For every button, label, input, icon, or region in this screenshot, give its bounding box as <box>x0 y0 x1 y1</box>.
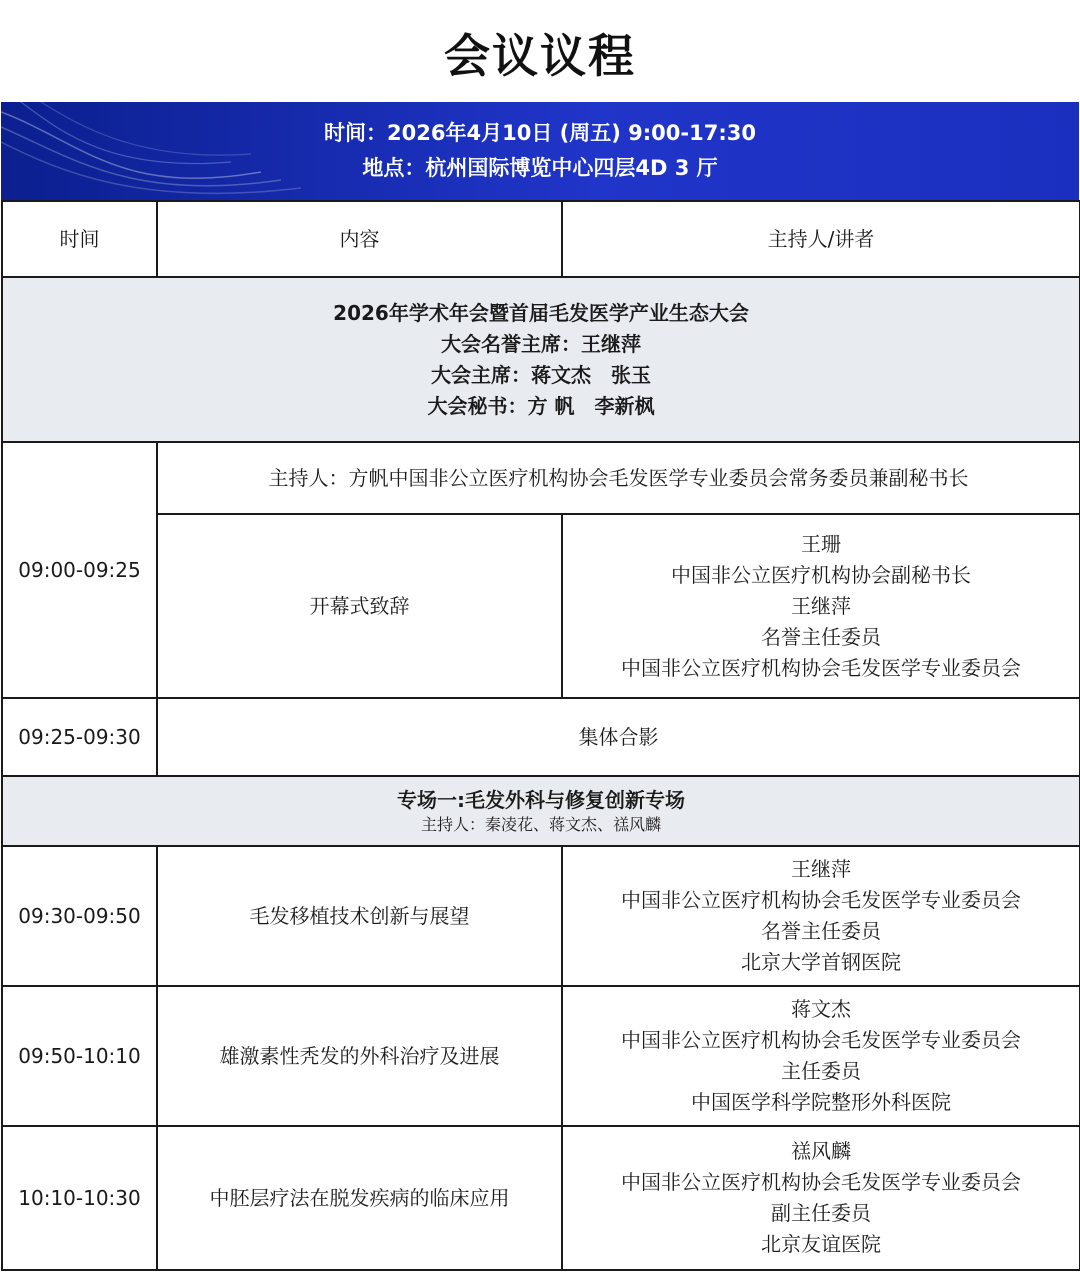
conference-chair: 大会主席：蒋文杰 张玉 <box>431 362 651 387</box>
conference-name: 2026年学术年会暨首届毛发医学产业生态大会 <box>333 300 749 325</box>
header-speaker: 主持人/讲者 <box>562 201 1080 277</box>
agenda-table <box>1 200 1080 1271</box>
table-row <box>2 442 1080 514</box>
speaker-line: 蒋文杰 <box>791 997 851 1021</box>
table-header-row <box>2 201 1080 277</box>
speaker-line: 中国非公立医疗机构协会毛发医学专业委员会 <box>621 655 1021 680</box>
header-time: 时间 <box>2 201 157 277</box>
speaker-line: 中国非公立医疗机构协会毛发医学专业委员会 <box>621 1028 1021 1052</box>
table-row <box>2 1126 1080 1270</box>
session-hosts: 主持人：秦凌花、蒋文杰、禚风麟 <box>420 815 661 834</box>
header-content: 内容 <box>157 201 562 277</box>
opening-host: 主持人：方帆中国非公立医疗机构协会毛发医学专业委员会常务委员兼副秘书长 <box>157 442 1080 514</box>
time-location-banner <box>1 102 1079 200</box>
speaker-line: 王珊 <box>801 531 841 556</box>
speaker-line: 中国非公立医疗机构协会毛发医学专业委员会 <box>621 888 1021 912</box>
session-title: 专场一:毛发外科与修复创新专场 <box>397 788 685 812</box>
speaker-line: 禚风麟 <box>791 1139 851 1163</box>
time-cell: 09:00-09:25 <box>2 442 157 698</box>
time-cell: 09:25-09:30 <box>2 698 157 776</box>
speaker-line: 王继萍 <box>791 593 851 618</box>
content-cell: 中胚层疗法在脱发疾病的临床应用 <box>157 1126 562 1270</box>
time-cell: 10:10-10:30 <box>2 1126 157 1270</box>
speaker-line: 中国非公立医疗机构协会副秘书长 <box>671 562 971 587</box>
speaker-cell <box>562 846 1080 986</box>
speaker-line: 中国医学科学院整形外科医院 <box>691 1090 951 1114</box>
content-cell: 开幕式致辞 <box>157 514 562 698</box>
speaker-line: 王继萍 <box>791 857 851 881</box>
speaker-line: 副主任委员 <box>771 1201 871 1225</box>
content-cell: 毛发移植技术创新与展望 <box>157 846 562 986</box>
speaker-cell <box>562 1126 1080 1270</box>
speaker-line: 北京友谊医院 <box>761 1232 881 1256</box>
session-header-cell <box>2 776 1080 846</box>
conference-secretary: 大会秘书：方 帆 李新枫 <box>427 393 655 418</box>
speaker-line: 名誉主任委员 <box>761 919 881 943</box>
page-title: 会议议程 <box>444 29 636 83</box>
table-row <box>2 846 1080 986</box>
banner-time: 时间：2026年4月10日 (周五) 9:00-17:30 <box>324 121 756 145</box>
session-header-row <box>2 776 1080 846</box>
time-cell: 09:30-09:50 <box>2 846 157 986</box>
conference-info-cell <box>2 277 1080 442</box>
table-row <box>2 514 1080 698</box>
table-row <box>2 986 1080 1126</box>
speaker-line: 主任委员 <box>781 1059 861 1083</box>
honorary-chair: 大会名誉主席：王继萍 <box>441 331 641 356</box>
content-cell: 集体合影 <box>157 698 1080 776</box>
conference-info-row <box>2 277 1080 442</box>
speaker-cell <box>562 986 1080 1126</box>
content-cell: 雄激素性秃发的外科治疗及进展 <box>157 986 562 1126</box>
speaker-cell <box>562 514 1080 698</box>
banner-location: 地点：杭州国际博览中心四层4D 3 厅 <box>362 156 718 180</box>
time-cell: 09:50-10:10 <box>2 986 157 1126</box>
speaker-line: 名誉主任委员 <box>761 624 881 649</box>
speaker-line: 北京大学首钢医院 <box>741 950 901 974</box>
speaker-line: 中国非公立医疗机构协会毛发医学专业委员会 <box>621 1170 1021 1194</box>
table-row <box>2 698 1080 776</box>
